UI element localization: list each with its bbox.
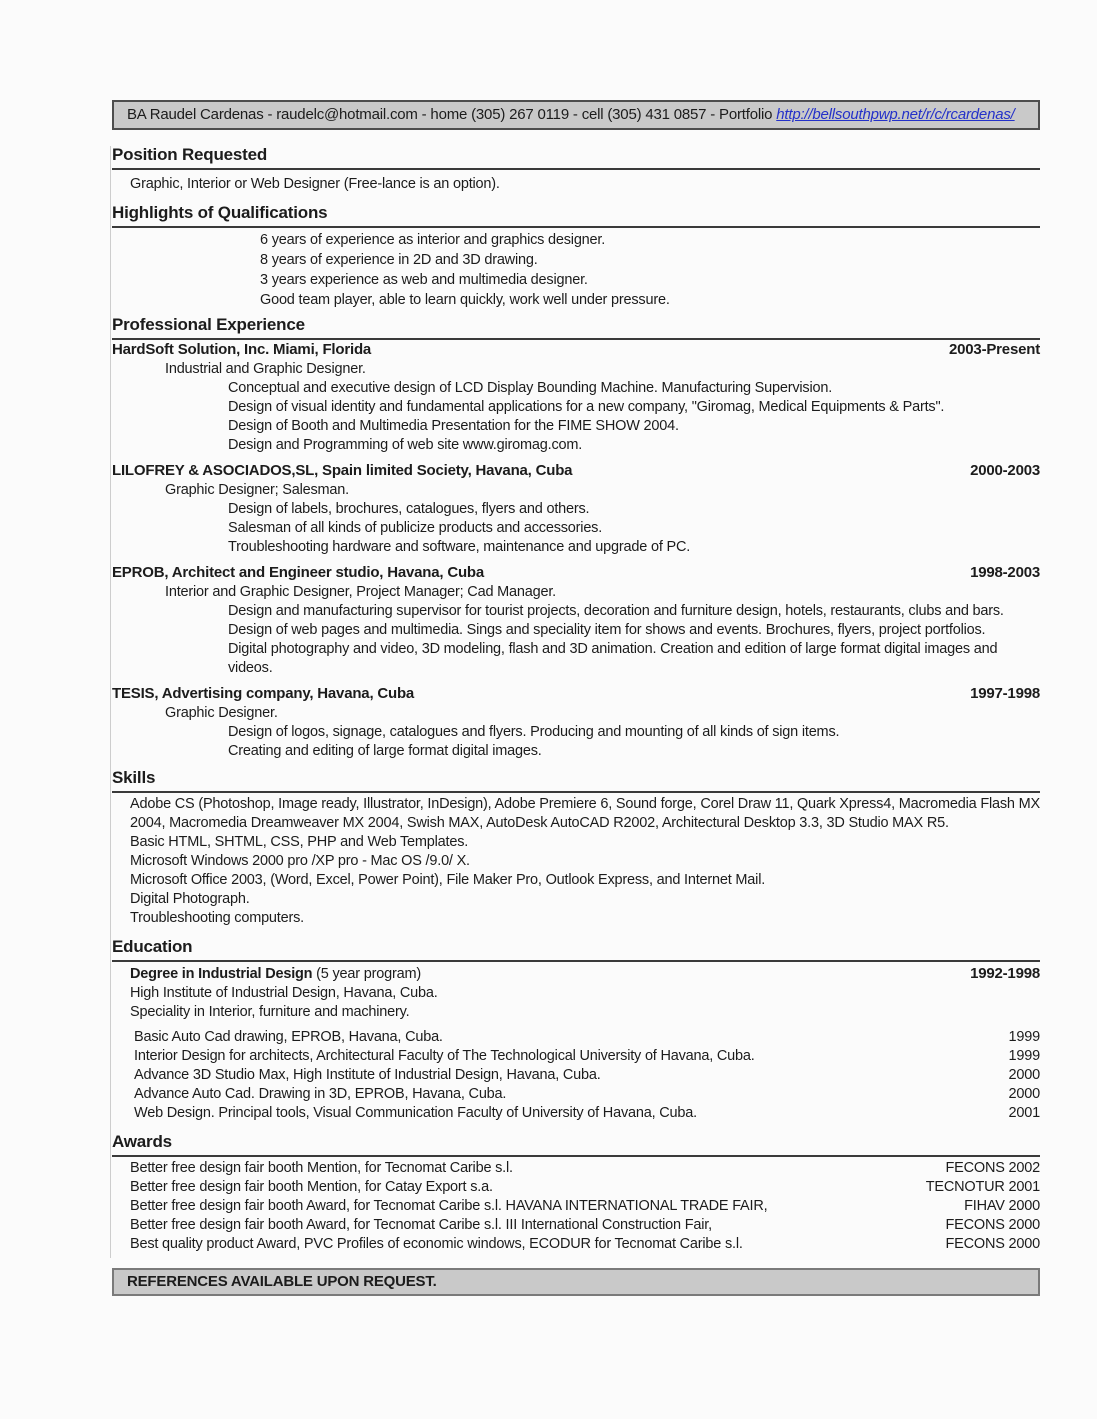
skills-line: Microsoft Windows 2000 pro /XP pro - Mac OS /9.0/ X. — [130, 853, 470, 869]
course-year: 2000 — [1008, 1086, 1040, 1102]
job-bullet: Troubleshooting hardware and software, maintenance and upgrade of PC. — [228, 539, 691, 555]
section-heading-education: Education — [112, 936, 1040, 962]
award-row — [112, 1235, 1040, 1254]
skills-line: Microsoft Office 2003, (Word, Excel, Power Point), File Maker Pro, Outlook Express, and Internet Mail. — [130, 872, 766, 888]
job-dates: 1997-1998 — [970, 685, 1040, 702]
section-heading-experience: Professional Experience — [112, 314, 1040, 340]
job-role: Industrial and Graphic Designer. — [165, 361, 366, 377]
job-role: Interior and Graphic Designer, Project Manager; Cad Manager. — [165, 584, 556, 600]
job-role: Graphic Designer; Salesman. — [165, 482, 349, 498]
course-year: 1999 — [1008, 1048, 1040, 1064]
qualification-item: 3 years experience as web and multimedia designer. — [260, 272, 588, 288]
job-bullet: Digital photography and video, 3D modeling, flash and 3D animation. Creation and edition of large format digital images and videos. — [228, 641, 998, 676]
award-text: Better free design fair booth Mention, for Tecnomat Caribe s.l. — [130, 1160, 513, 1176]
references-text: REFERENCES AVAILABLE UPON REQUEST. — [127, 1273, 437, 1290]
section-heading-highlights: Highlights of Qualifications — [112, 202, 1040, 228]
award-right: FECONS 2000 — [945, 1236, 1040, 1252]
degree-row — [130, 964, 1040, 984]
contact-text: BA Raudel Cardenas - raudelc@hotmail.com - home (305) 267 0119 - cell (305) 431 0857 - Portfolio — [127, 106, 777, 123]
section-heading-awards: Awards — [112, 1131, 1040, 1157]
award-row — [112, 1159, 1040, 1178]
course-year: 1999 — [1008, 1029, 1040, 1045]
section-heading-skills: Skills — [112, 767, 1040, 793]
job-role: Graphic Designer. — [165, 705, 278, 721]
course-year: 2001 — [1008, 1105, 1040, 1121]
job-bullet: Design of labels, brochures, catalogues, flyers and others. — [228, 501, 590, 517]
award-row — [112, 1178, 1040, 1197]
qualification-item: Good team player, able to learn quickly, work well under pressure. — [260, 292, 670, 308]
references-bar — [112, 1268, 1040, 1296]
award-row — [112, 1216, 1040, 1235]
course-row — [112, 1085, 1040, 1104]
award-right: FECONS 2000 — [945, 1217, 1040, 1233]
award-text: Better free design fair booth Award, for Tecnomat Caribe s.l. III International Construction Fair, — [130, 1217, 712, 1233]
job-bullet: Design and manufacturing supervisor for tourist projects, decoration and furniture design, hotels, restaurants, clubs and bars. — [228, 603, 1004, 619]
course-text: Basic Auto Cad drawing, EPROB, Havana, Cuba. — [134, 1029, 443, 1045]
job-company: TESIS, Advertising company, Havana, Cuba — [112, 685, 415, 702]
job-bullet: Design of logos, signage, catalogues and flyers. Producing and mounting of all kinds of sign items. — [228, 724, 840, 740]
job-company: EPROB, Architect and Engineer studio, Havana, Cuba — [112, 564, 485, 581]
qualification-item: 8 years of experience in 2D and 3D drawing. — [260, 252, 538, 268]
course-text: Interior Design for architects, Architectural Faculty of The Technological University of Havana, Cuba. — [134, 1048, 755, 1064]
course-row — [112, 1066, 1040, 1085]
job-bullet: Salesman of all kinds of publicize products and accessories. — [228, 520, 603, 536]
course-text: Web Design. Principal tools, Visual Communication Faculty of University of Havana, Cuba. — [134, 1105, 697, 1121]
award-text: Better free design fair booth Mention, for Catay Export s.a. — [130, 1179, 493, 1195]
award-row — [112, 1197, 1040, 1216]
award-text: Better free design fair booth Award, for Tecnomat Caribe s.l. HAVANA INTERNATIONAL TRADE FAIR, — [130, 1198, 768, 1214]
award-text: Best quality product Award, PVC Profiles of economic windows, ECODUR for Tecnomat Caribe s.l. — [130, 1236, 743, 1252]
award-right: FECONS 2002 — [945, 1160, 1040, 1176]
course-row — [112, 1104, 1040, 1123]
award-right: TECNOTUR 2001 — [925, 1179, 1040, 1195]
skills-line: Adobe CS (Photoshop, Image ready, Illustrator, InDesign), Adobe Premiere 6, Sound forge, Corel Draw 11, Quark Xpress4, Macromedia Flash MX 2004, Macromedia Dreamweaver MX 2004, Swish MAX, AutoDesk AutoCAD R2002, Architectural Desktop 3.3, 3D Studio MAX R5. — [130, 796, 1040, 831]
left-margin-rule — [110, 146, 111, 1258]
job-dates: 2000-2003 — [970, 462, 1040, 479]
position-body: Graphic, Interior or Web Designer (Free-lance is an option). — [130, 176, 500, 192]
job-entry — [112, 563, 1040, 678]
skills-line: Troubleshooting computers. — [130, 910, 304, 926]
job-bullet: Design of web pages and multimedia. Sings and speciality item for shows and events. Brochures, flyers, project portfolios. — [228, 622, 986, 638]
skills-line: Digital Photograph. — [130, 891, 250, 907]
course-text: Advance 3D Studio Max, High Institute of Industrial Design, Havana, Cuba. — [134, 1067, 601, 1083]
job-entry — [112, 461, 1040, 557]
job-entry — [112, 684, 1040, 761]
section-heading-position: Position Requested — [112, 144, 1040, 170]
degree-title: Degree in Industrial Design (5 year program) — [130, 966, 421, 982]
skills-line: Basic HTML, SHTML, CSS, PHP and Web Templates. — [130, 834, 469, 850]
job-bullet: Creating and editing of large format digital images. — [228, 743, 542, 759]
course-row — [112, 1047, 1040, 1066]
job-entry — [112, 340, 1040, 455]
degree-dates: 1992-1998 — [970, 965, 1040, 982]
course-row — [112, 1028, 1040, 1047]
education-line: Speciality in Interior, furniture and machinery. — [130, 1004, 410, 1020]
job-bullet: Design and Programming of web site www.giromag.com. — [228, 437, 583, 453]
job-bullet: Design of Booth and Multimedia Presentation for the FIME SHOW 2004. — [228, 418, 679, 434]
qualification-item: 6 years of experience as interior and graphics designer. — [260, 232, 606, 248]
course-text: Advance Auto Cad. Drawing in 3D, EPROB, Havana, Cuba. — [134, 1086, 507, 1102]
job-company: LILOFREY & ASOCIADOS,SL, Spain limited Society, Havana, Cuba — [112, 462, 573, 479]
job-bullet: Conceptual and executive design of LCD Display Bounding Machine. Manufacturing Supervision. — [228, 380, 833, 396]
portfolio-link[interactable]: http://bellsouthpwp.net/r/c/rcardenas/ — [776, 106, 1015, 123]
job-dates: 1998-2003 — [970, 564, 1040, 581]
award-right: FIHAV 2000 — [964, 1198, 1040, 1214]
job-dates: 2003-Present — [949, 341, 1040, 358]
course-year: 2000 — [1008, 1067, 1040, 1083]
contact-bar — [112, 100, 1040, 130]
education-line: High Institute of Industrial Design, Havana, Cuba. — [130, 985, 438, 1001]
job-company: HardSoft Solution, Inc. Miami, Florida — [112, 341, 372, 358]
job-bullet: Design of visual identity and fundamental applications for a new company, "Giromag, Medical Equipments & Parts". — [228, 399, 945, 415]
